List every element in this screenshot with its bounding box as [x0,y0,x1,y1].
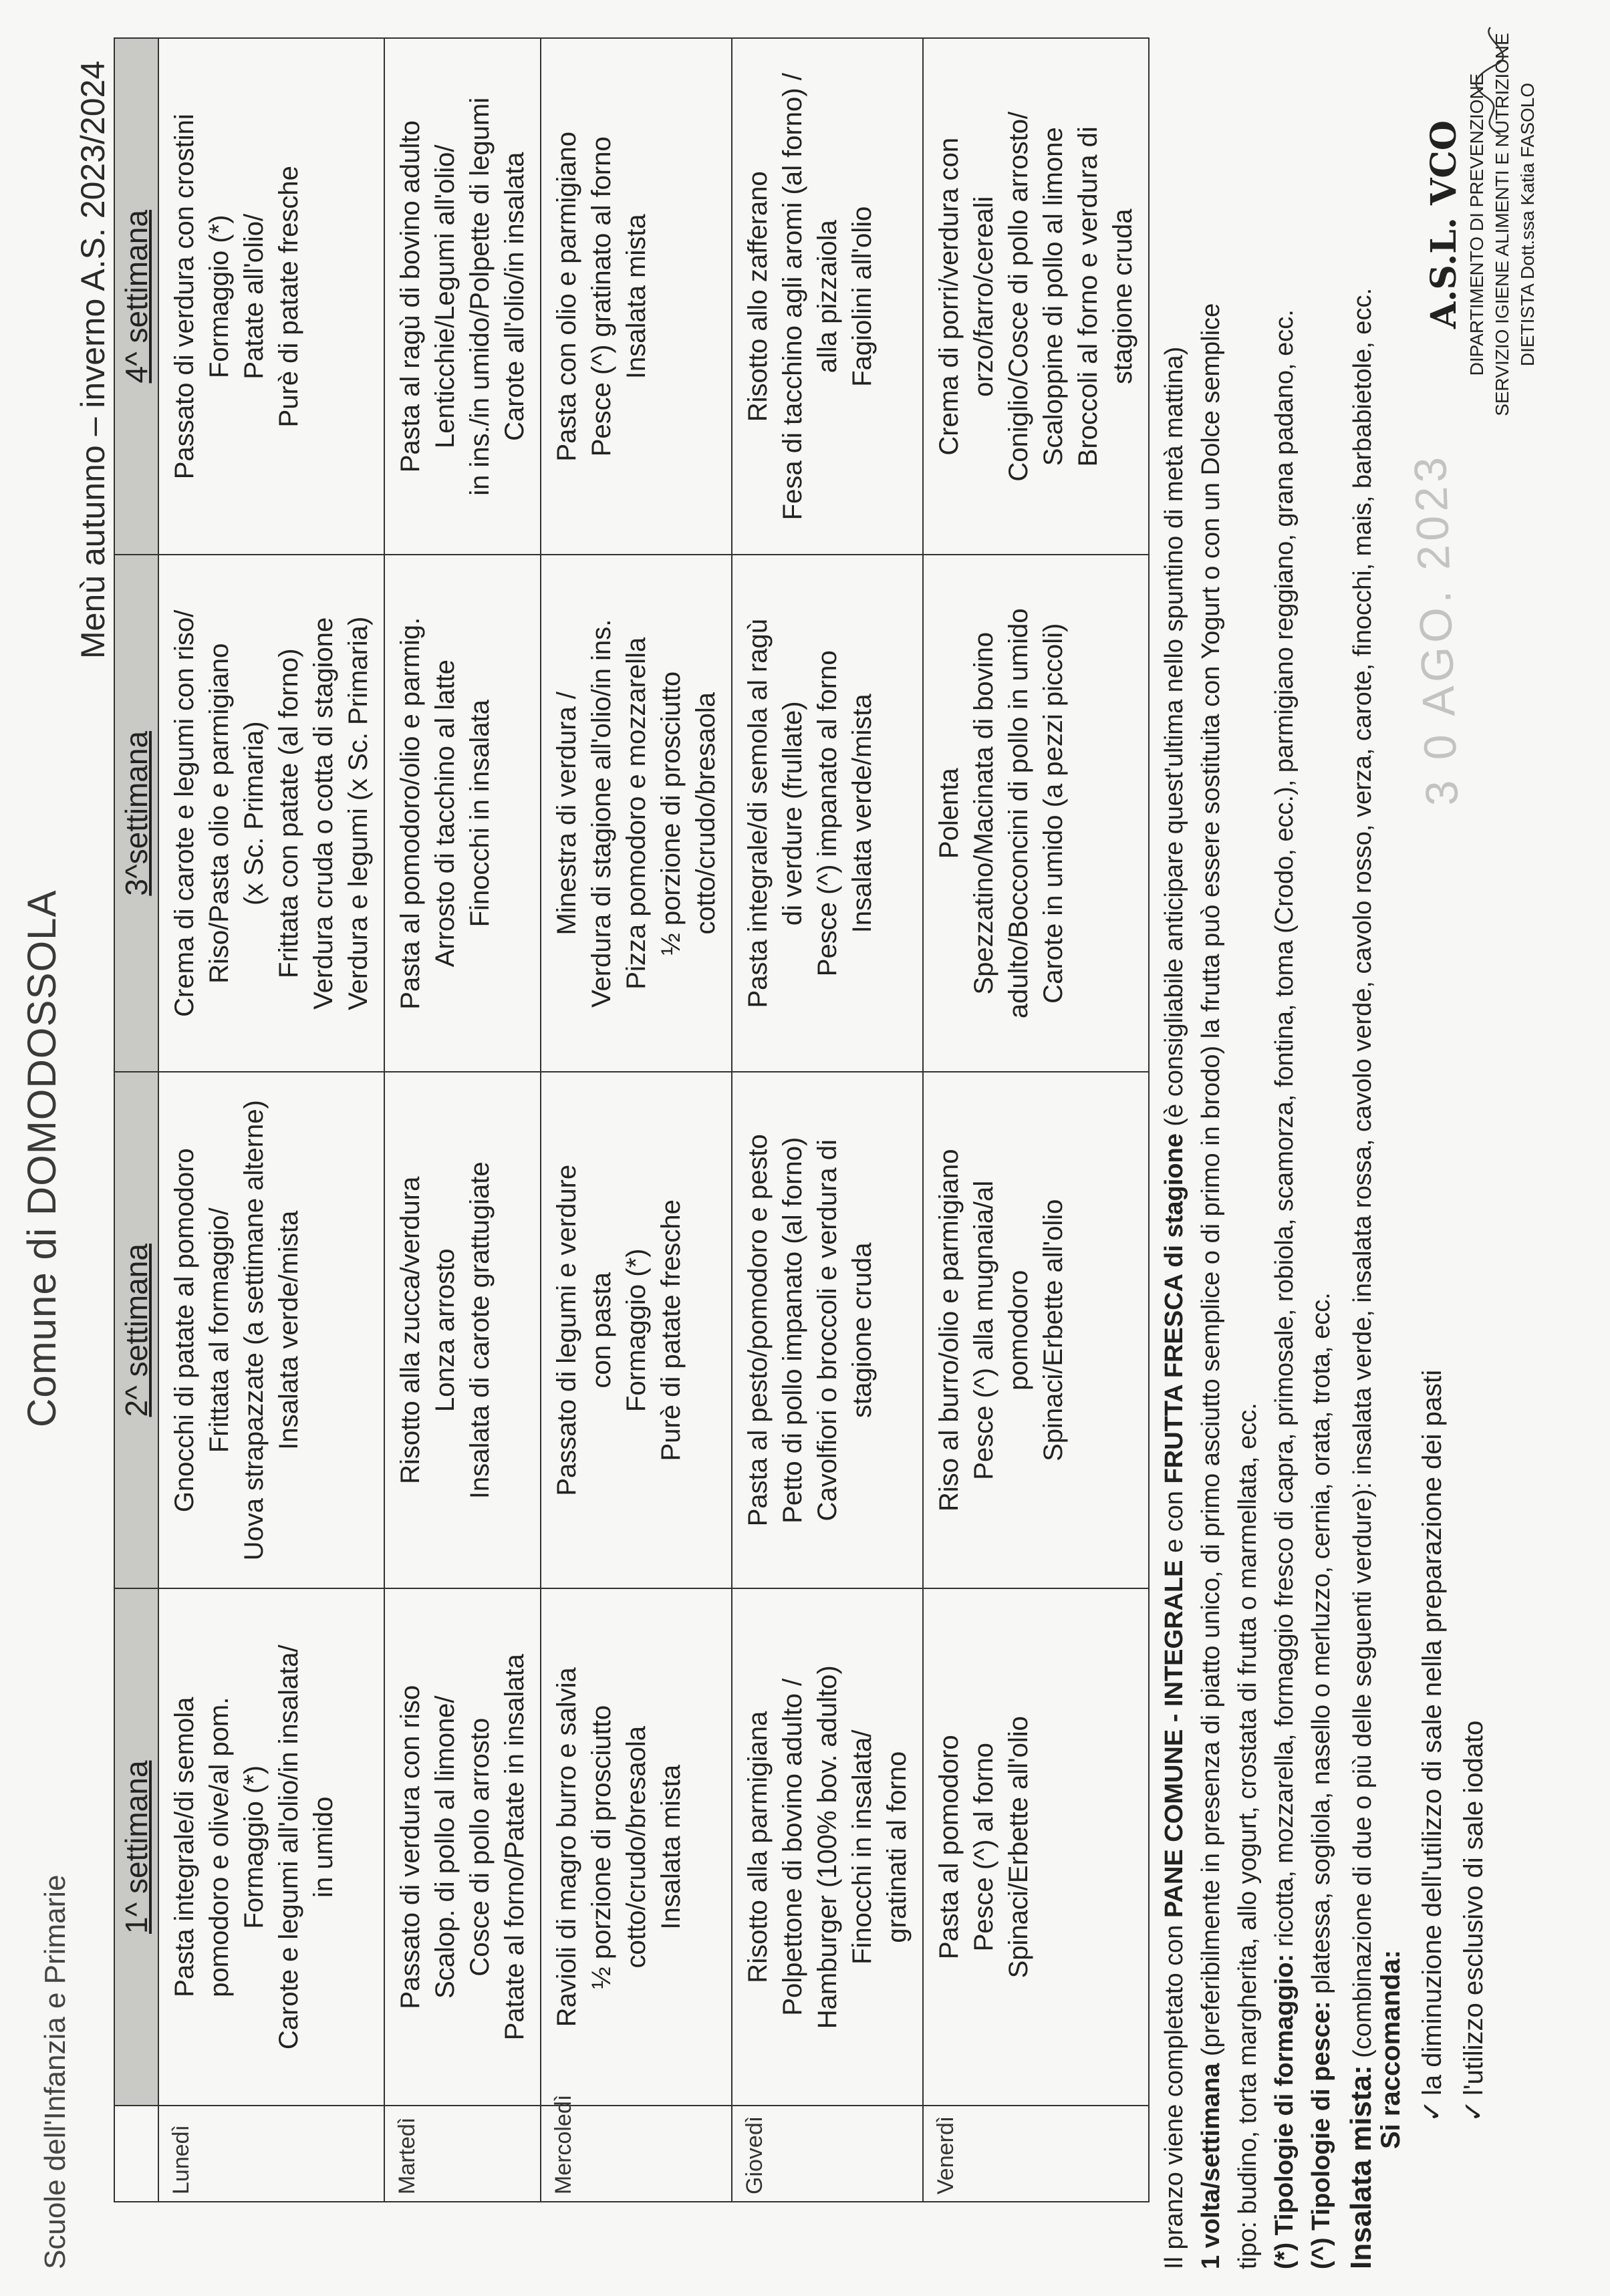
table-row [541,38,732,2202]
week-header: 2^ settimana [114,1072,158,1589]
recommendation-item: ✓la diminuzione dell'utilizzo di sale nella preparazione dei pasti [1412,1370,1453,2149]
menu-cell: Minestra di verdura / Verdura di stagione all'olio/in ins. Pizza pomodoro e mozzarella ½ porzione di prosciutto cotto/crudo/bresaola [541,555,732,1072]
week-header-row [114,38,158,2202]
day-label: Giovedì [732,2106,923,2202]
table-row [158,38,384,2202]
menu-cell: Crema di carote e legumi con riso/ Riso/Pasta olio e parmigiano (x Sc. Primaria) Frittata con patate (al forno) Verdura cruda o cotta di stagione Verdura e legumi (x Sc. Primaria) [158,555,384,1072]
menu-title: Menù autunno – inverno A.S. 2023/2024 [74,60,112,659]
menu-cell: Pasta con olio e parmigiano Pesce (^) gratinato al forno Insalata mista [541,38,732,555]
note-line: (*) Tipologie di formaggio: ricotta, mozzarella, formaggio fresco di capra, primosale, robiola, scamorza, fontina, toma (Crodo, ecc.), parmigiano reggiano, grana padano, ecc. [1270,309,1299,2269]
menu-cell: Pasta integrale/di semola pomodoro e olive/al pom. Formaggio (*) Carote e legumi all'olio/in insalata/ in umido [158,1589,384,2106]
menu-cell: Pasta al pomodoro Pesce (^) al forno Spinaci/Erbette all'olio [923,1589,1149,2106]
recommendation-item: ✓l'utilizzo esclusivo di sale iodato [1453,1370,1494,2149]
menu-cell: Gnocchi di patate al pomodoro Frittata al formaggio/ Uova strapazzate (a settimane alterne) Insalata verde/mista [158,1072,384,1589]
day-column-header [114,2106,158,2202]
asl-service: SERVIZIO IGIENE ALIMENTI E NUTRIZIONE [1491,33,1512,416]
menu-cell: Pasta integrale/di semola al ragù di verdure (frullate) Pesce (^) impanato al forno Insalata verde/mista [732,555,923,1072]
menu-cell: Pasta al pesto/pomodoro e pesto Petto di pollo impanato (al forno) Cavolfiori o broccoli e verdura di stagione cruda [732,1072,923,1589]
week-header: 1^ settimana [114,1589,158,2106]
recommendations [1370,1370,1494,2149]
table-row [384,38,541,2202]
note-line: Insalata mista: (combinazione di due o più delle seguenti verdure): insalata verde, insalata rossa, cavolo verde, cavolo rosso, verza, carote, finocchi, mais, barbabietole, ecc. [1345,287,1378,2269]
menu-table [114,37,1150,2202]
menu-cell: Riso al burro/olio e parmigiano Pesce (^) alla mugnaia/al pomodoro Spinaci/Erbette all'olio [923,1072,1149,1589]
asl-dietista: DIETISTA Dott.ssa Katia FASOLO [1516,82,1538,367]
menu-cell: Pasta al ragù di bovino adulto Lenticchie/Legumi all'olio/ in ins./in umido/Polpette di legumi Carote all'olio/in insalata [384,38,541,555]
note-line: (^) Tipologie di pesce: platessa, sogliola, nasello o merluzzo, cernia, orata, trota, ecc. [1307,1292,1336,2269]
menu-cell: Crema di porri/verdura con orzo/farro/cereali Coniglio/Cosce di pollo arrosto/ Scaloppine di pollo al limone Broccoli al forno e verdura di stagione cruda [923,38,1149,555]
menu-cell: Risotto alla zucca/verdura Lonza arrosto Insalata di carote grattugiate [384,1072,541,1589]
date-stamp: 3 0 AGO. 2023 [1404,452,1468,807]
note-line: Il pranzo viene completato con PANE COMUNE - INTEGRALE e con FRUTTA FRESCA di stagione (è consigliabile anticipare quest'ultima nello spuntino di metà mattina) [1160,346,1188,2269]
signature-icon [1470,24,1510,138]
asl-department: DIPARTIMENTO DI PREVENZIONE [1466,73,1487,376]
note-line: 1 volta/settimana (preferibilmente in presenza di piatto unico, di primo asciutto semplice o di primo in brodo) la frutta può essere sostituita con Yogurt o con un Dolce semplice [1197,303,1226,2269]
table-row [732,38,923,2202]
check-icon: ✓ [1459,2100,1488,2122]
note-line: tipo: budino, torta margherita, allo yogurt, crostata di frutta o marmellata, ecc. [1234,1403,1262,2269]
menu-cell: Passato di legumi e verdure con pasta Formaggio (*) Purè di patate fresche [541,1072,732,1589]
menu-cell: Polenta Spezzatino/Macinata di bovino adulto/Bocconcini di pollo in umido Carote in umido (a pezzi piccoli) [923,555,1149,1072]
week-header: 4^ settimana [114,38,158,555]
check-icon: ✓ [1418,2100,1447,2122]
menu-notes [1156,24,1383,2269]
day-label: Lunedì [158,2106,384,2202]
asl-stamp [1424,17,1540,432]
menu-cell: Risotto allo zafferano Fesa di tacchino agli aromi (al forno) / alla pizzaiola Fagiolini all'olio [732,38,923,555]
menu-cell: Passato di verdura con crostini Formaggio (*) Patate all'olio/ Purè di patate fresche [158,38,384,555]
menu-cell: Risotto alla parmigiana Polpettone di bovino adulto / Hamburger (100% bov. adulto) Finocchi in insalata/ gratinati al forno [732,1589,923,2106]
day-label: Mercoledì [541,2106,732,2202]
table-row [923,38,1149,2202]
recommendations-title: Si raccomanda: [1376,1950,1405,2149]
asl-org: A.S.L. VCO [1424,120,1464,329]
menu-cell: Passato di verdura con riso Scalop. di pollo al limone/ Cosce di pollo arrosto Patate al forno/Patate in insalata [384,1589,541,2106]
week-header: 3^settimana [114,555,158,1072]
comune-title: Comune di DOMODOSSOLA [19,889,64,1427]
day-label: Venerdì [923,2106,1149,2202]
menu-cell: Ravioli di magro burro e salvia ½ porzione di prosciutto cotto/crudo/bresaola Insalata mista [541,1589,732,2106]
menu-cell: Pasta al pomodoro/olio e parmig. Arrosto di tacchino al latte Finocchi in insalata [384,555,541,1072]
day-label: Martedì [384,2106,541,2202]
school-heading: Scuole dell'Infanzia e Primarie [39,1874,72,2269]
